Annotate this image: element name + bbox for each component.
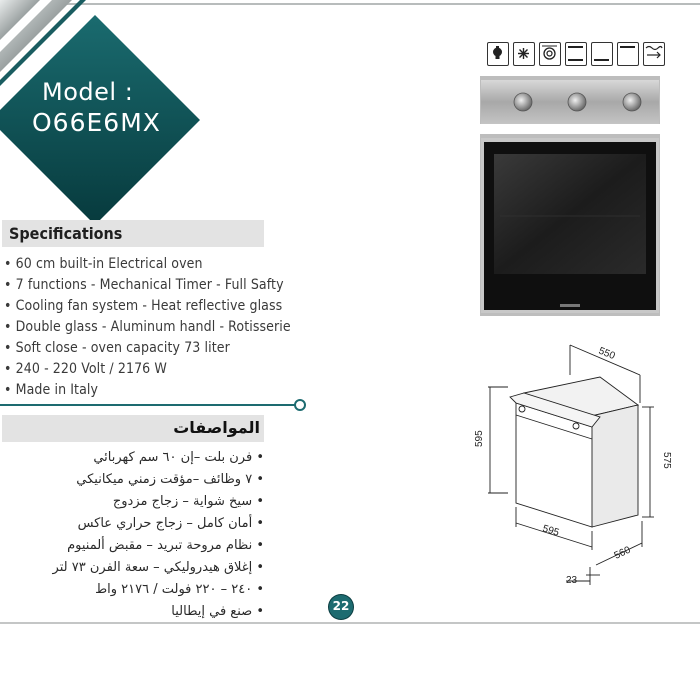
- spec-item: • Cooling fan system - Heat reflective glass: [4, 298, 283, 314]
- arabic-spec-item: • أمان كامل – زجاج حراري عاكس: [77, 516, 264, 531]
- spec-item: • 60 cm built-in Electrical oven: [4, 256, 203, 272]
- model-label: Model :: [42, 78, 134, 106]
- spec-item: • Double glass - Aluminum handl - Rotisserie: [4, 319, 291, 335]
- dim-depth: 560: [612, 544, 633, 562]
- dim-top-width: 550: [596, 345, 617, 363]
- divider-end-circle: [294, 399, 306, 411]
- arabic-spec-item: • ٧ وظائف –مؤقت زمني ميكانيكي: [76, 472, 264, 487]
- fan-heat-icon: [539, 42, 561, 66]
- top-heat-icon: [617, 42, 639, 66]
- bottom-rule: [0, 622, 700, 624]
- arabic-spec-item: • ٢٤٠ – ٢٢٠ فولت / ٢١٧٦ واط: [95, 582, 264, 597]
- grill-icon: [643, 42, 665, 66]
- arabic-spec-item: • إغلاق هيدروليكي – سعة الفرن ٧٣ لتر: [52, 560, 264, 575]
- spec-item: • 7 functions - Mechanical Timer - Full Safty: [4, 277, 284, 293]
- dimension-drawing: [470, 335, 700, 590]
- spec-item: • 240 - 220 Volt / 2176 W: [4, 361, 167, 377]
- dim-bottom-width: 595: [541, 523, 561, 539]
- bulb-icon: [487, 42, 509, 66]
- dim-front: 23: [566, 575, 578, 586]
- top-bottom-heat-icon: [565, 42, 587, 66]
- model-code: O66E6MX: [32, 108, 161, 137]
- spec-item: • Soft close - oven capacity 73 liter: [4, 340, 230, 356]
- arabic-spec-item: • فرن بلت –إن ٦٠ سم كهربائي: [93, 450, 264, 465]
- spec-item: • Made in Italy: [4, 382, 99, 398]
- bottom-heat-icon: [591, 42, 613, 66]
- specifications-heading: Specifications: [9, 224, 123, 243]
- oven-product-image: [480, 76, 660, 316]
- fan-icon: [513, 42, 535, 66]
- dim-height-left: 595: [474, 430, 485, 447]
- section-divider: [0, 404, 296, 406]
- dim-height-right: 575: [661, 452, 672, 469]
- arabic-spec-item: • سيخ شواية – زجاج مزدوج: [112, 494, 264, 509]
- arabic-specifications-heading: المواصفات: [173, 418, 260, 437]
- page-number: 22: [332, 599, 350, 613]
- arabic-spec-item: • صنع في إيطاليا: [171, 604, 264, 619]
- arabic-spec-item: • نظام مروحة تبريد – مقبض ألمنيوم: [67, 538, 264, 553]
